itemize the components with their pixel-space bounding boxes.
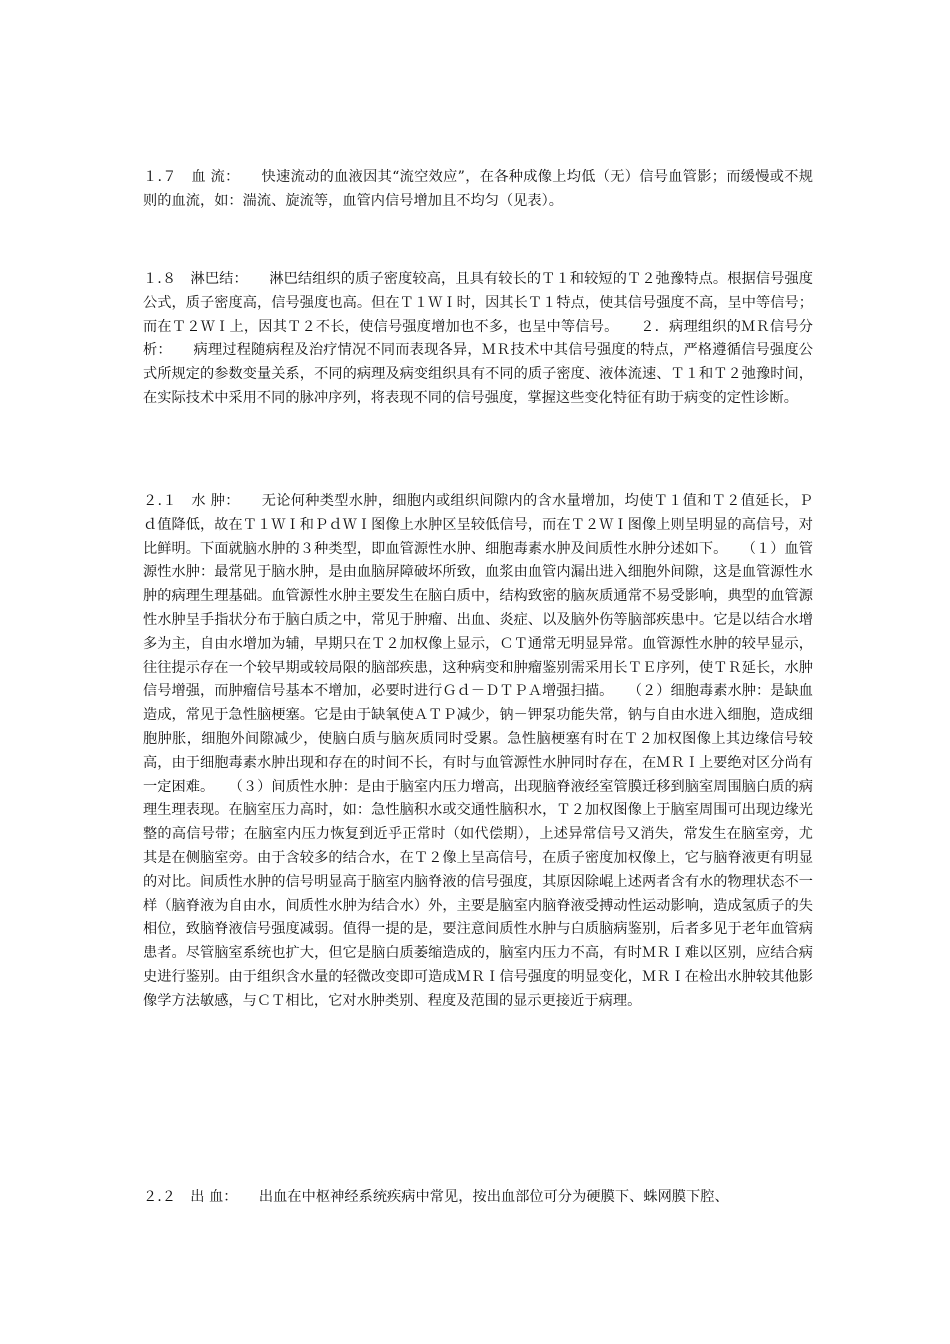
- paragraph-hemorrhage: ２.２ 出 血： 出血在中枢神经系统疾病中常见，按出血部位可分为硬膜下、蛛网膜下腔、: [143, 1189, 729, 1205]
- paragraph-blood-flow: １.７ 血 流： 快速流动的血液因其“流空效应”，在各种成像上均低（无）信号血管影；而缓慢或不规则的血流，如：湍流、旋流等，血管内信号增加且不均匀（见表）。: [143, 169, 813, 209]
- paragraph-edema: ２.１ 水 肿： 无论何种类型水肿，细胞内或组织间隙内的含水量增加，均使Ｔ１值和Ｔ２值延长，Ｐｄ值降低，故在Ｔ１ＷＩ和ＰｄＷＩ图像上水肿区呈较低信号，而在Ｔ２ＷＩ图像上则呈明显的高信号，对比鲜明。下面就脑水肿的３种类型，即血管源性水肿、细胞毒素水肿及间质性水肿分述如下。 （１）血管源性水肿：最常见于脑水肿，是由血脑屏障破坏所致，血浆由血管内漏出进入细胞外间隙，这是血管源性水肿的病理生理基础。血管源性水肿主要发生在脑白质中，结构致密的脑灰质通常不易受影响，典型的血管源性水肿呈手指状分布于脑白质之中，常见于肿瘤、出血、炎症、以及脑外伤等脑部疾患中。它是以结合水增多为主，自由水增加为辅，早期只在Ｔ２加权像上显示，ＣＴ通常无明显异常。血管源性水肿的较早显示，往往提示存在一个较早期或较局限的脑部疾患，这种病变和肿瘤鉴别需采用长ＴＥ序列，使ＴＲ延长，水肿信号增强，而肿瘤信号基本不增加，必要时进行Ｇｄ－ＤＴＰＡ增强扫描。 （２）细胞毒素水肿：是缺血造成，常见于急性脑梗塞。它是由于缺氧使ＡＴＰ减少，钠－钾泵功能失常，钠与自由水进入细胞，造成细胞肿胀，细胞外间隙减少，使脑白质与脑灰质同时受累。急性脑梗塞有时在Ｔ２加权图像上其边缘信号较高，由于细胞毒素水肿出现和存在的时间不长，有时与血管源性水肿同时存在，在ＭＲＩ上要绝对区分尚有一定困难。 （３）间质性水肿：是由于脑室内压力增高，出现脑脊液经室管膜迁移到脑室周围脑白质的病理生理表现。在脑室压力高时，如：急性脑积水或交通性脑积水，Ｔ２加权图像上于脑室周围可出现边缘光整的高信号带；在脑室内压力恢复到近乎正常时（如代偿期），上述异常信号又消失，常发生在脑室旁，尤其是在侧脑室旁。由于含较多的结合水，在Ｔ２像上呈高信号，在质子密度加权像上，它与脑脊液更有明显的对比。间质性水肿的信号明显高于脑室内脑脊液的信号强度，其原因除崐上述两者含有水的物理状态不一样（脑脊液为自由水，间质性水肿为结合水）外，主要是脑室内脑脊液受搏动性运动影响，造成氢质子的失相位，致脑脊液信号强度减弱。值得一提的是，要注意间质性水肿与白质脑病鉴别，后者多见于老年血管病患者。尽管脑室系统也扩大，但它是脑白质萎缩造成的，脑室内压力不高，有时ＭＲＩ难以区别，应结合病史进行鉴别。由于组织含水量的轻微改变即可造成ＭＲＩ信号强度的明显变化，ＭＲＩ在检出水肿较其他影像学方法敏感，与ＣＴ相比，它对水肿类别、程度及范围的显示更接近于病理。: [143, 493, 813, 1009]
- paragraph-lymph-node: １.８ 淋巴结： 淋巴结组织的质子密度较高，且具有较长的Ｔ１和较短的Ｔ２弛豫特点。根据信号强度公式，质子密度高，信号强度也高。但在Ｔ１ＷＩ时，因其长Ｔ１特点，使其信号强度不高，呈中等信号；而在Ｔ２ＷＩ上，因其Ｔ２不长，使信号强度增加也不多，也呈中等信号。 ２．病理组织的ＭＲ信号分析： 病理过程随病程及治疗情况不同而表现各异，ＭＲ技术中其信号强度的特点，严格遵循信号强度公式所规定的参数变量关系，不同的病理及病变组织具有不同的质子密度、液体流速、Ｔ１和Ｔ２弛豫时间，在实际技术中采用不同的脉冲序列，将表现不同的信号强度，掌握这些变化特征有助于病变的定性诊断。: [143, 271, 813, 406]
